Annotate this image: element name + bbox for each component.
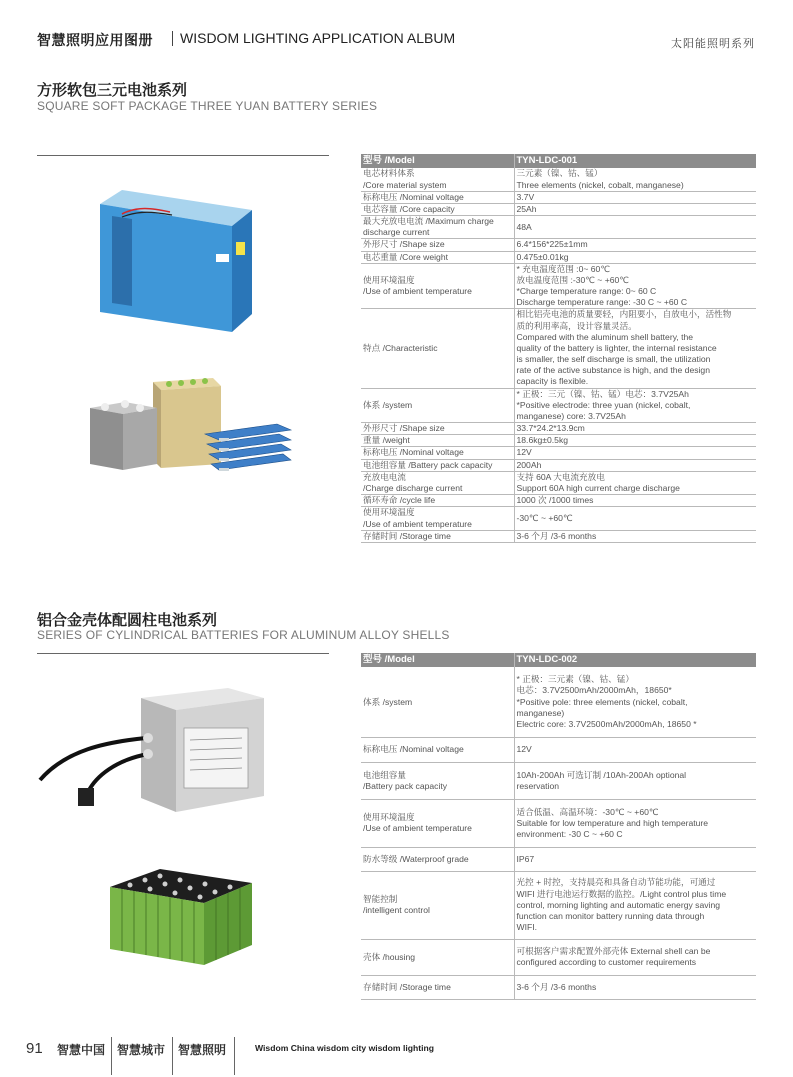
table-row	[361, 799, 756, 847]
row-label: 外形尺寸 /Shape size	[361, 239, 514, 251]
aluminum-housing-image	[36, 680, 271, 825]
row-label: 防水等级 /Waterproof grade	[361, 847, 514, 871]
table-row	[361, 762, 756, 799]
section2-title-cn: 铝合金壳体配圆柱电池系列	[37, 612, 218, 629]
row-value: 10Ah-200Ah 可选订制 /10Ah-200Ah optional	[516, 769, 687, 780]
row-label: 使用环境温度	[363, 507, 415, 518]
section1-spec-table	[361, 154, 756, 543]
header-title-cn: 智慧照明应用图册	[37, 32, 153, 48]
table-row	[361, 388, 756, 423]
row-value: 200Ah	[514, 459, 756, 471]
footer-divider	[234, 1037, 235, 1075]
section1-title-cn: 方形软包三元电池系列	[37, 82, 188, 99]
header-divider	[172, 31, 173, 46]
table-row	[361, 435, 756, 447]
row-value: 12V	[514, 737, 756, 762]
page-number: 91	[26, 1040, 43, 1057]
section1-title-en: SQUARE SOFT PACKAGE THREE YUAN BATTERY SERIES	[37, 99, 378, 113]
row-value: 6.4*156*225±1mm	[514, 239, 756, 251]
row-label: /intelligent control	[363, 905, 430, 916]
footer-divider	[172, 1037, 173, 1075]
row-value: manganese) core: 3.7V25Ah	[516, 410, 626, 421]
section2-rule	[37, 653, 329, 654]
row-label: /Use of ambient temperature	[363, 286, 472, 297]
row-label: /Charge discharge current	[363, 482, 463, 493]
table-row	[361, 251, 756, 263]
row-value: Three elements (nickel, cobalt, manganese)	[516, 179, 684, 190]
table-row	[361, 203, 756, 215]
table-row	[361, 871, 756, 939]
row-value: 相比铝壳电池的质量要轻，内阻要小，自放电小，活性物	[516, 309, 732, 320]
row-label: 使用环境温度	[363, 274, 415, 285]
row-value: WIFI.	[516, 922, 538, 933]
table-row	[361, 239, 756, 251]
row-value: environment: -30 C ~ +60 C	[516, 828, 623, 839]
blue-battery-pack-image	[92, 186, 262, 336]
row-label: 智能控制	[363, 894, 398, 905]
row-value: reservation	[516, 780, 560, 791]
row-value: *Positive electrode: three yuan (nickel, cobalt,	[516, 399, 691, 410]
table-row	[361, 459, 756, 471]
row-value: 3-6 个月 /3-6 months	[514, 975, 756, 999]
row-label: /Core material system	[363, 179, 447, 190]
row-label: 体系 /system	[361, 667, 514, 737]
row-value: 3.7V	[514, 191, 756, 203]
row-value: 适合低温、高温环境：-30℃ ~ +60℃	[516, 806, 659, 817]
footer-item: 智慧城市	[117, 1043, 166, 1057]
header-model: TYN-LDC-002	[514, 653, 756, 667]
row-value: Discharge temperature range: -30 C ~ +60 C	[516, 297, 688, 308]
row-label: 壳体 /housing	[361, 939, 514, 975]
table-header-row	[361, 154, 756, 168]
row-value: 放电温度范围 :-30℃ ~ +60℃	[516, 274, 629, 285]
row-label: 标称电压 /Nominal voltage	[361, 191, 514, 203]
row-value: 33.7*24.2*13.9cm	[514, 423, 756, 435]
row-value: configured according to customer requirements	[516, 957, 697, 968]
row-value: * 正极：三元（镍、钴、锰）电芯：3.7V25Ah	[516, 388, 689, 399]
row-label: 循环寿命 /cycle life	[361, 495, 514, 507]
row-value: 可根据客户需求配置外部壳体 External shell can be	[516, 946, 711, 957]
row-label: 重量 /weight	[361, 435, 514, 447]
row-value: 质的利用率高，设计容量灵活。	[516, 320, 637, 331]
row-value: Suitable for low temperature and high temperature	[516, 817, 709, 828]
row-value: -30℃ ~ +60℃	[514, 507, 756, 530]
row-value: is smaller, the self discharge is small, the utilization	[516, 354, 711, 365]
table-row	[361, 309, 756, 388]
row-value: 电芯：3.7V2500mAh/2000mAh，18650*	[516, 685, 672, 696]
row-value: 支持 60A 大电流充放电	[516, 471, 605, 482]
page-footer	[0, 1030, 793, 1070]
footer-item: 智慧照明	[178, 1043, 227, 1057]
header-series: 太阳能照明系列	[671, 38, 755, 50]
row-value: 3-6 个月 /3-6 months	[514, 530, 756, 542]
row-value: manganese)	[516, 707, 565, 718]
row-label: 标称电压 /Nominal voltage	[361, 737, 514, 762]
row-label: /Use of ambient temperature	[363, 518, 472, 529]
row-value: *Charge temperature range: 0~ 60 C	[516, 286, 657, 297]
row-label: 充放电电流	[363, 471, 406, 482]
row-label: 外形尺寸 /Shape size	[361, 423, 514, 435]
row-label: 存储时间 /Storage time	[361, 530, 514, 542]
header-label: 型号 /Model	[361, 653, 514, 667]
header-title-en: WISDOM LIGHTING APPLICATION ALBUM	[180, 30, 456, 46]
table-header-row	[361, 653, 756, 667]
row-label: 电池组容量 /Battery pack capacity	[361, 459, 514, 471]
table-row	[361, 447, 756, 459]
table-row	[361, 737, 756, 762]
cylindrical-cells-image	[100, 865, 260, 970]
row-value: Electric core: 3.7V2500mAh/2000mAh, 18650 *	[516, 718, 697, 729]
row-label: 特点 /Characteristic	[361, 309, 514, 388]
row-label: /Use of ambient temperature	[363, 823, 472, 834]
row-value: control, morning lighting and automatic energy saving	[516, 899, 721, 910]
footer-divider	[111, 1037, 112, 1075]
row-label: 电芯重量 /Core weight	[361, 251, 514, 263]
row-label: 体系 /system	[361, 388, 514, 423]
row-value: Support 60A high current charge discharge	[516, 482, 680, 493]
row-label: 使用环境温度	[363, 812, 415, 823]
row-value: capacity is flexible.	[516, 376, 589, 387]
table-row	[361, 168, 756, 191]
section2-title-en: SERIES OF CYLINDRICAL BATTERIES FOR ALUMINUM ALLOY SHELLS	[37, 628, 450, 642]
row-value: Compared with the aluminum shell battery, the	[516, 331, 694, 342]
table-row	[361, 263, 756, 309]
header-model: TYN-LDC-001	[514, 154, 756, 168]
table-row	[361, 495, 756, 507]
row-label: 标称电压 /Nominal voltage	[361, 447, 514, 459]
section2-spec-table	[361, 653, 756, 1000]
table-row	[361, 667, 756, 737]
table-row	[361, 939, 756, 975]
header-label: 型号 /Model	[361, 154, 514, 168]
row-value: * 充电温度范围 :0~ 60℃	[516, 263, 610, 274]
row-value: 25Ah	[514, 203, 756, 215]
footer-item: 智慧中国	[57, 1043, 106, 1057]
row-value: 48A	[514, 216, 756, 239]
row-value: 三元素（镍、钴、锰）	[516, 168, 603, 179]
row-value: *Positive pole: three elements (nickel, cobalt,	[516, 696, 688, 707]
row-label: 电芯材料体系	[363, 168, 415, 179]
table-row	[361, 216, 756, 239]
row-value: 18.6kg±0.5kg	[514, 435, 756, 447]
footer-slogan: Wisdom China wisdom city wisdom lighting	[255, 1043, 434, 1053]
row-value: function can monitor battery running data through	[516, 910, 705, 921]
row-label: 存储时间 /Storage time	[361, 975, 514, 999]
row-value: 光控 + 时控，支持晨亮和具备自动节能功能，可通过	[516, 877, 716, 888]
row-label: 电池组容量	[363, 769, 406, 780]
table-row	[361, 471, 756, 494]
table-row	[361, 975, 756, 999]
row-label: 电芯容量 /Core capacity	[361, 203, 514, 215]
row-value: IP67	[514, 847, 756, 871]
row-value: * 正极：三元素（镍、钴、锰）	[516, 674, 634, 685]
row-value: 0.475±0.01kg	[514, 251, 756, 263]
row-value: 12V	[514, 447, 756, 459]
section1-rule	[37, 155, 329, 156]
row-value: quality of the battery is lighter, the internal resistance	[516, 342, 717, 353]
row-label: 最大充放电电流 /Maximum charge	[363, 216, 494, 227]
table-row	[361, 847, 756, 871]
battery-cells-image	[85, 372, 295, 482]
row-value: rate of the active substance is high, and the design	[516, 365, 710, 376]
row-value: WIFI 进行电池运行数据的监控。/Light control plus time	[516, 888, 727, 899]
table-row	[361, 191, 756, 203]
table-row	[361, 507, 756, 530]
table-row	[361, 423, 756, 435]
row-label: discharge current	[363, 227, 430, 238]
row-value: 1000 次 /1000 times	[514, 495, 756, 507]
row-label: /Battery pack capacity	[363, 780, 448, 791]
table-row	[361, 530, 756, 542]
